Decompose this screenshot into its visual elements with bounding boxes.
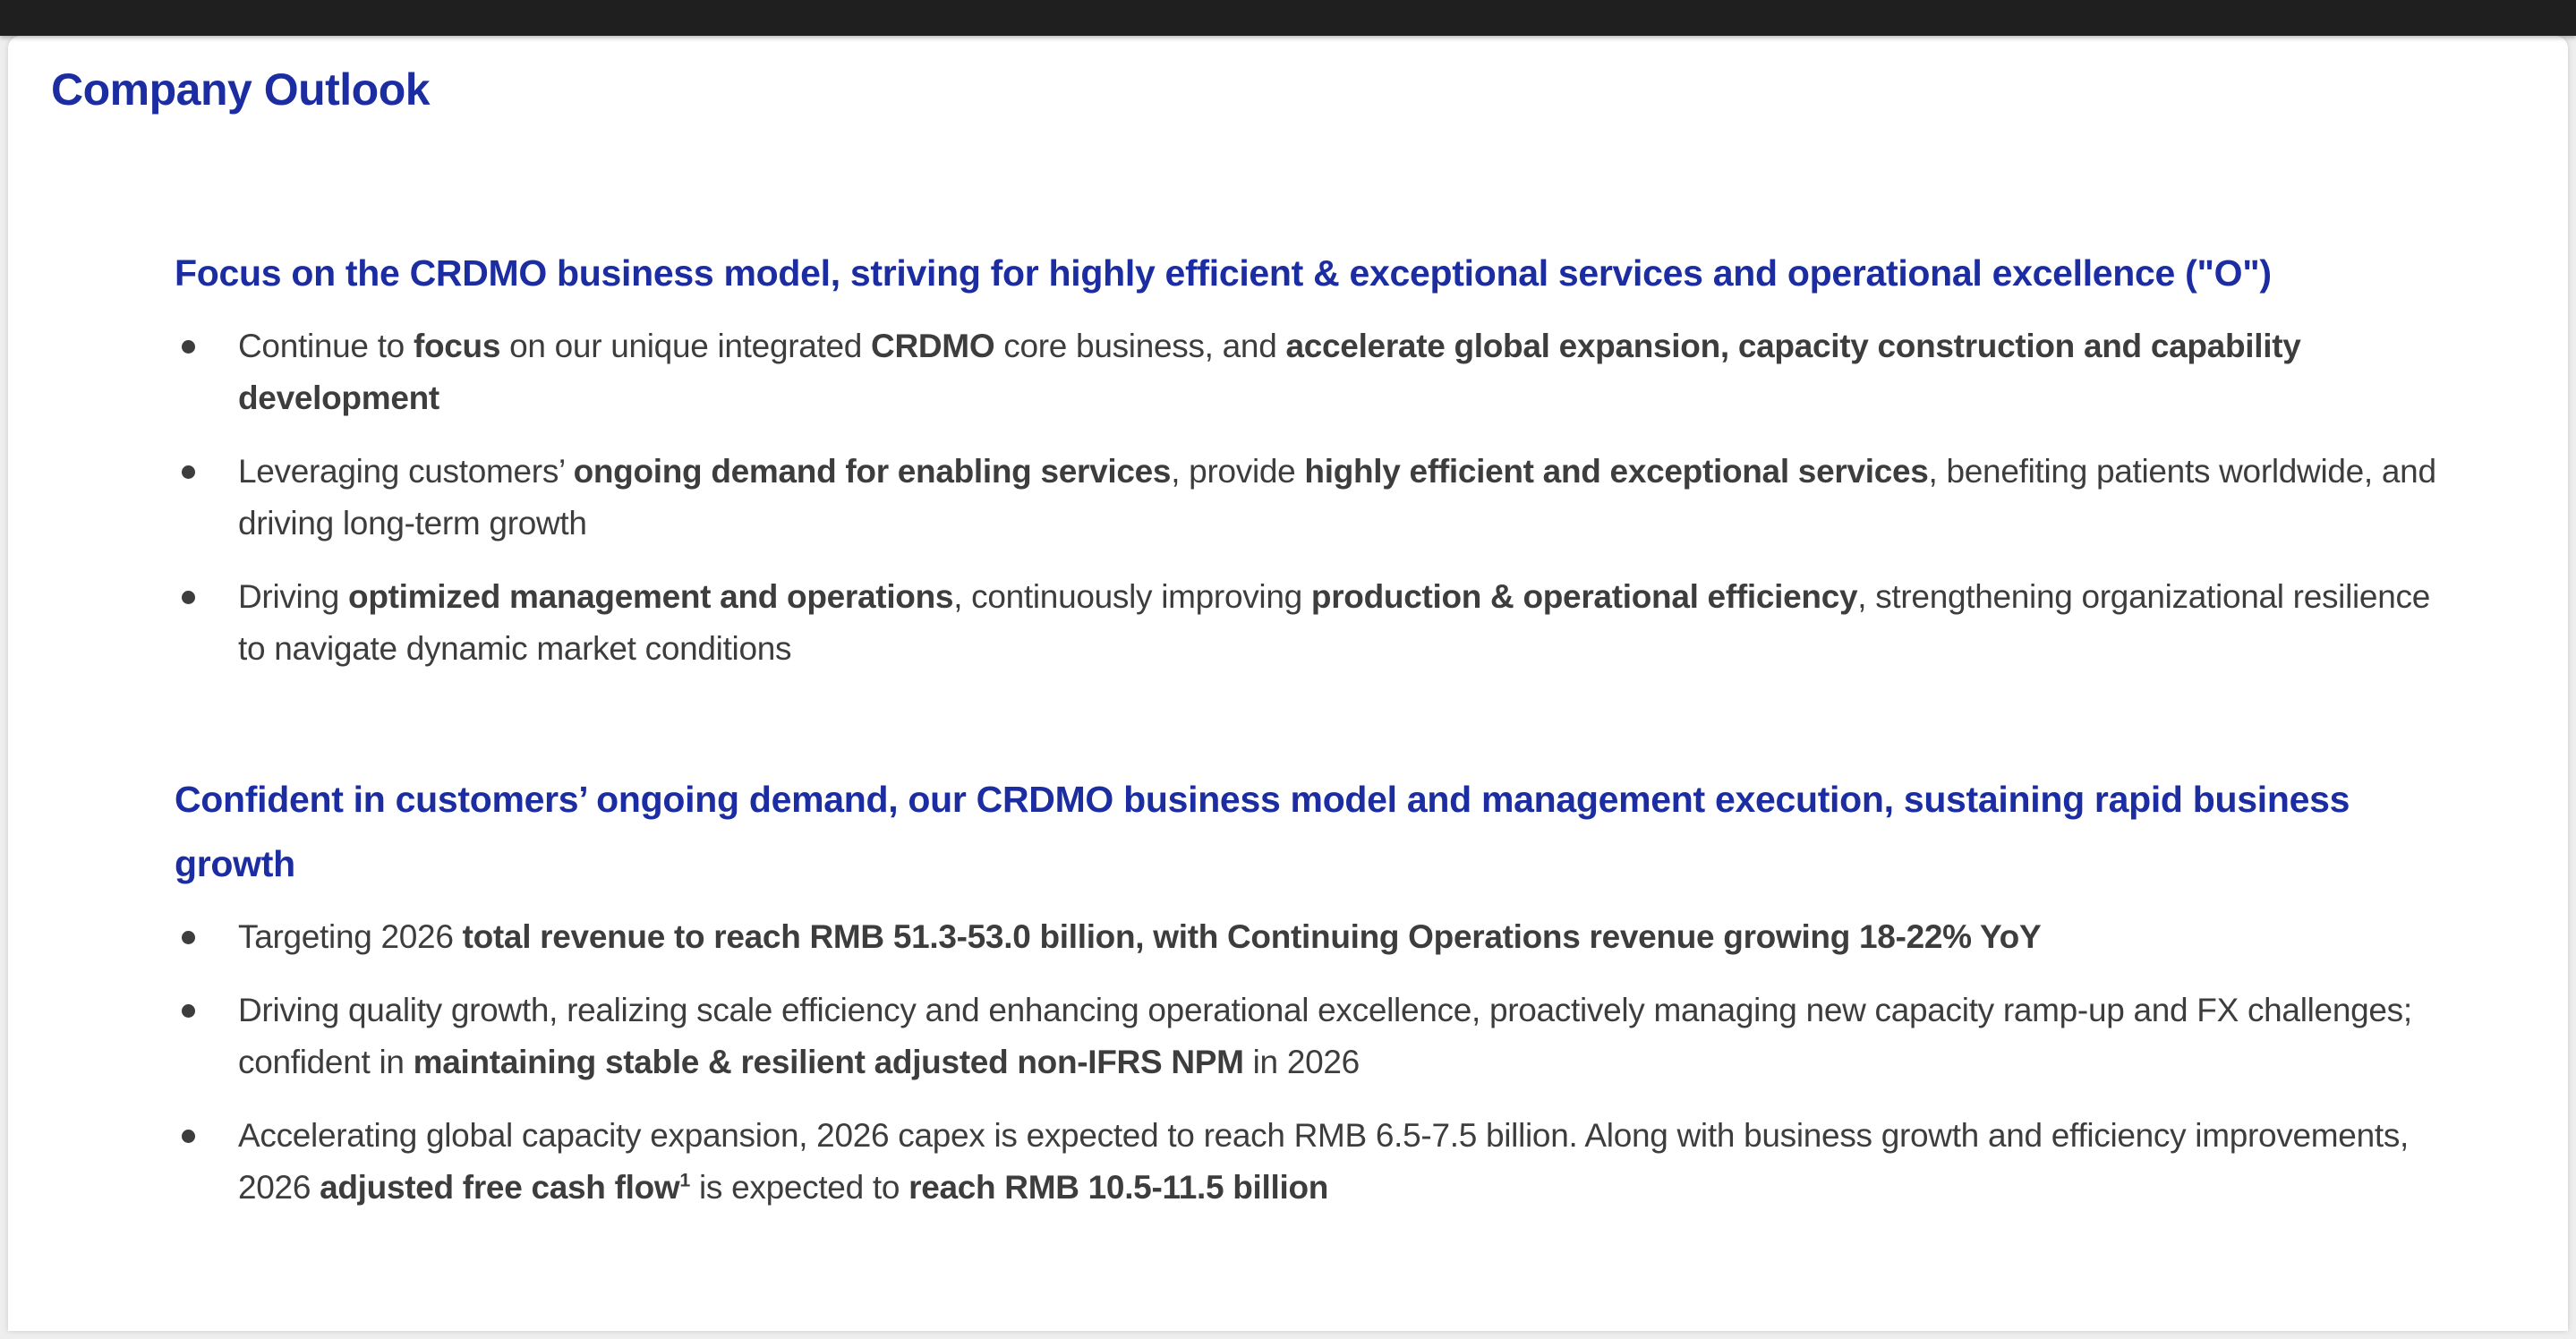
bullet-text: Continue to focus on our unique integrated CRDMO core business, and accelerate global expansion, capacity construction and capability development (238, 327, 2301, 416)
bullet-item (175, 1110, 2452, 1214)
bullet-text: Accelerating global capacity expansion, 2026 capex is expected to reach RMB 6.5-7.5 billion. Along with business growth and efficiency improvements, 2026 adjusted free cash flow$^1$ is expected to reach RMB 10.5-11.5 billion (238, 1116, 2410, 1207)
bullet-item (175, 571, 2452, 675)
bullet-dot-icon (182, 931, 195, 944)
bullet-item (175, 985, 2452, 1088)
bullet-item (175, 320, 2452, 424)
bullet-text: Driving quality growth, realizing scale efficiency and enhancing operational excellence, proactively managing new capacity ramp-up and FX challenges; confident in maintaining stable & resilient adjusted non-IFRS NPM in 2026 (238, 991, 2412, 1080)
section-heading: Focus on the CRDMO business model, striving for highly efficient & exceptional services and operational excellence ("O") (175, 252, 2272, 294)
section-crdmo-focus (175, 242, 2452, 675)
bullet-dot-icon (182, 340, 195, 354)
bullet-item (175, 446, 2452, 550)
bullet-dot-icon (182, 1130, 195, 1143)
slide-content (175, 242, 2452, 1214)
bullet-dot-icon (182, 591, 195, 604)
bullet-list (175, 320, 2452, 675)
bullet-text: Leveraging customers’ ongoing demand for enabling services, provide highly efficient and exceptional services, benefiting patients worldwide, and driving long-term growth (238, 452, 2436, 542)
window-top-bar (0, 0, 2576, 36)
section-heading: Confident in customers’ ongoing demand, our CRDMO business model and management execution, sustaining rapid business growth (175, 779, 2350, 884)
bullet-item (175, 911, 2452, 963)
section-growth-outlook (175, 768, 2452, 1214)
bullet-dot-icon (182, 1004, 195, 1018)
bullet-dot-icon (182, 465, 195, 479)
bullet-text: Targeting 2026 total revenue to reach RMB 51.3-53.0 billion, with Continuing Operations revenue growing 18-22% YoY (238, 917, 2042, 955)
slide-page (8, 36, 2568, 1331)
bullet-list (175, 911, 2452, 1214)
bullet-text: Driving optimized management and operations, continuously improving production & operational efficiency, strengthening organizational resilience to navigate dynamic market conditions (238, 578, 2430, 668)
slide-title: Company Outlook (51, 64, 431, 115)
